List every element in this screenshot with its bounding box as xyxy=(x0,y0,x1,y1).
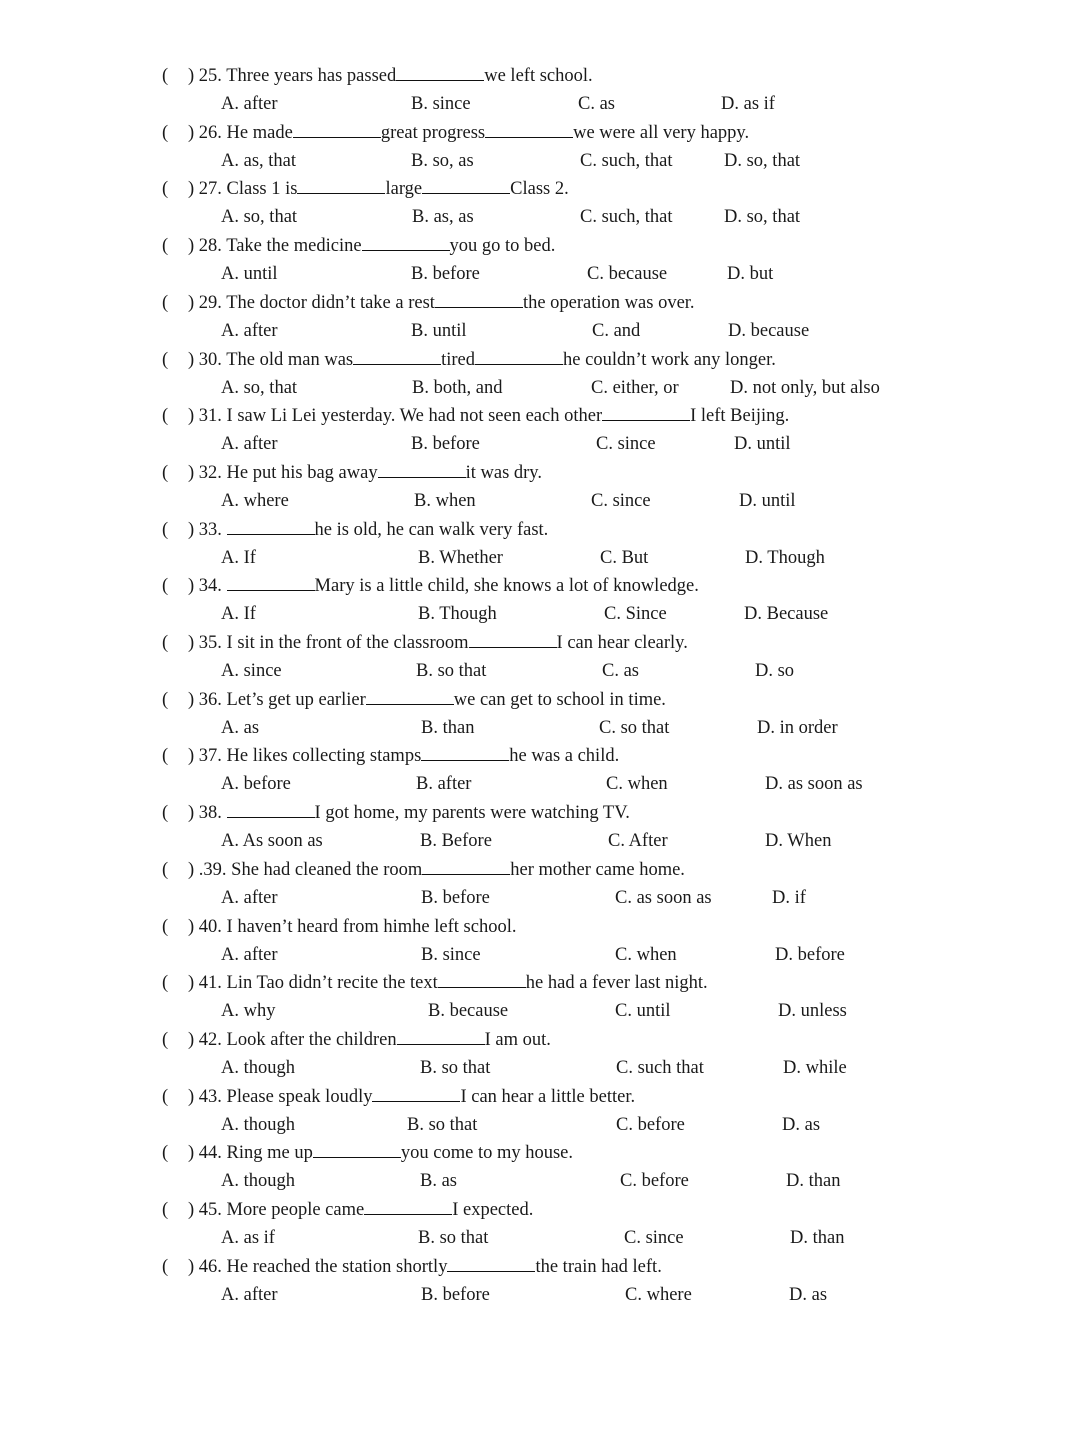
option-d: D. because xyxy=(728,320,810,341)
question-44 xyxy=(0,1139,1080,1196)
question-number: ) 45. xyxy=(188,1200,227,1220)
question-stem xyxy=(162,1083,635,1111)
question-text: we left school. xyxy=(484,66,593,86)
option-a: A. If xyxy=(221,547,256,568)
option-a: A. until xyxy=(221,264,278,285)
option-a: A. since xyxy=(221,661,282,681)
option-b: B. until xyxy=(411,320,467,341)
question-stem xyxy=(162,232,555,260)
question-text: I saw Li Lei yesterday. We had not seen each other xyxy=(226,406,603,427)
option-b: B. as, as xyxy=(412,207,474,228)
question-number: ) 38. xyxy=(188,803,227,824)
option-a: A. though xyxy=(221,1171,295,1192)
answer-blank[interactable] xyxy=(438,969,526,988)
answer-blank[interactable] xyxy=(364,1196,452,1215)
question-text: Ring me up xyxy=(226,1143,313,1164)
question-number: ) 42. xyxy=(188,1029,227,1050)
question-text: Take the medicine xyxy=(226,236,362,257)
option-a: A. As soon as xyxy=(221,831,323,852)
option-a: A. so, that xyxy=(221,377,298,398)
answer-blank[interactable] xyxy=(422,175,510,194)
answer-paren-open[interactable]: ( xyxy=(162,122,169,143)
question-number: ) 28. xyxy=(188,236,227,257)
question-number: ) 25. xyxy=(188,66,227,86)
question-text: The old man was xyxy=(226,349,354,370)
question-text: He put his bag away xyxy=(226,462,378,483)
option-a: A. after xyxy=(221,944,278,965)
option-c: C. either, or xyxy=(591,377,679,398)
answer-blank[interactable] xyxy=(421,742,509,761)
option-b: B. since xyxy=(411,94,471,114)
question-text: He made xyxy=(226,122,293,143)
question-text: he couldn’t work any longer. xyxy=(563,349,776,370)
question-text: Please speak loudly xyxy=(226,1086,373,1107)
option-d: D. than xyxy=(786,1171,841,1192)
question-text: More people came xyxy=(226,1200,365,1220)
question-text: tired xyxy=(441,349,476,370)
question-text: he left school. xyxy=(412,916,517,937)
question-stem xyxy=(162,913,516,941)
question-text: you go to bed. xyxy=(449,236,556,257)
option-c: C. such, that xyxy=(580,207,673,228)
option-c: C. such, that xyxy=(580,150,673,171)
question-text: great progress xyxy=(380,122,486,143)
question-38 xyxy=(0,799,1080,856)
answer-blank[interactable] xyxy=(378,459,466,478)
option-d: D. before xyxy=(775,944,845,965)
option-d: D. until xyxy=(739,490,796,511)
option-b: B. so that xyxy=(418,1228,489,1248)
answer-paren-open[interactable]: ( xyxy=(162,916,169,937)
question-text: large xyxy=(385,179,423,200)
answer-paren-open[interactable]: ( xyxy=(162,519,169,540)
option-c: C. But xyxy=(600,547,649,568)
option-d: D. so xyxy=(755,661,795,681)
question-stem xyxy=(162,742,619,770)
option-c: C. such that xyxy=(616,1057,704,1078)
answer-blank[interactable] xyxy=(475,346,563,365)
option-c: C. since xyxy=(596,434,656,455)
option-b: B. so that xyxy=(416,661,487,681)
option-a: A. after xyxy=(221,94,278,114)
question-stem xyxy=(162,1139,573,1167)
answer-blank[interactable] xyxy=(366,686,454,705)
option-d: D. as if xyxy=(721,94,775,114)
question-stem xyxy=(162,346,776,374)
option-c: C. until xyxy=(615,1001,671,1022)
answer-paren-open[interactable]: ( xyxy=(162,803,169,824)
answer-blank[interactable] xyxy=(396,62,484,81)
answer-blank[interactable] xyxy=(435,289,523,308)
question-text: it was dry. xyxy=(465,462,542,483)
option-d: D. When xyxy=(765,831,832,852)
question-stem xyxy=(162,516,548,544)
question-stem xyxy=(162,119,749,147)
option-d: D. so, that xyxy=(724,207,801,228)
answer-paren-open[interactable]: ( xyxy=(162,349,169,370)
answer-paren-open[interactable]: ( xyxy=(162,179,169,200)
option-d: D. as soon as xyxy=(765,774,863,795)
option-b: B. before xyxy=(421,1284,490,1305)
option-b: B. than xyxy=(421,717,475,738)
option-d: D. if xyxy=(772,887,806,908)
question-number: ) 33. xyxy=(188,519,227,540)
option-d: D. as xyxy=(789,1284,828,1305)
answer-blank[interactable] xyxy=(313,1139,401,1158)
answer-blank[interactable] xyxy=(293,119,381,138)
option-b: B. both, and xyxy=(412,377,503,398)
question-number: ) 31. xyxy=(188,406,227,427)
question-number: ) 32. xyxy=(188,462,227,483)
answer-blank[interactable] xyxy=(447,1253,535,1272)
answer-paren-open[interactable]: ( xyxy=(162,66,169,86)
option-c: C. as xyxy=(602,661,639,681)
question-text: I got home, my parents were watching TV. xyxy=(314,803,630,824)
answer-paren-open[interactable]: ( xyxy=(162,576,169,597)
option-a: A. If xyxy=(221,604,256,625)
option-a: A. as if xyxy=(221,1228,275,1248)
question-text: Let’s get up earlier xyxy=(226,689,366,710)
question-text: Lin Tao didn’t recite the text xyxy=(226,973,438,994)
answer-blank[interactable] xyxy=(372,1083,460,1102)
option-a: A. though xyxy=(221,1114,295,1135)
question-text: Class 1 is xyxy=(226,179,298,200)
question-number: ) 44. xyxy=(188,1143,227,1164)
question-number: ) 41. xyxy=(188,973,227,994)
option-a: A. after xyxy=(221,320,278,341)
option-c: C. since xyxy=(624,1228,684,1248)
answer-paren-open[interactable]: ( xyxy=(162,462,169,483)
question-31 xyxy=(0,402,1080,459)
answer-blank[interactable] xyxy=(227,516,315,535)
option-b: B. as xyxy=(420,1171,457,1192)
option-d: D. until xyxy=(734,434,791,455)
answer-paren-open[interactable]: ( xyxy=(162,973,169,994)
question-text: The doctor didn’t take a rest xyxy=(226,292,435,313)
question-text: Three years has passed xyxy=(226,66,397,86)
option-a: A. though xyxy=(221,1057,295,1078)
question-stem xyxy=(162,62,593,90)
question-text: He reached the station shortly xyxy=(226,1256,448,1277)
option-d: D. unless xyxy=(778,1001,847,1022)
answer-blank[interactable] xyxy=(485,119,573,138)
option-c: C. before xyxy=(616,1114,685,1135)
question-42 xyxy=(0,1026,1080,1083)
answer-blank[interactable] xyxy=(362,232,450,251)
answer-blank[interactable] xyxy=(469,629,557,648)
question-text: I left Beijing. xyxy=(690,406,790,427)
question-stem xyxy=(162,856,685,884)
question-text: I can hear a little better. xyxy=(460,1086,636,1107)
question-43 xyxy=(0,1083,1080,1140)
question-text: Mary is a little child, she knows a lot of knowledge. xyxy=(314,576,699,597)
option-c: C. After xyxy=(608,831,668,852)
question-41 xyxy=(0,969,1080,1026)
option-a: A. after xyxy=(221,1284,278,1305)
option-b: B. Whether xyxy=(418,547,503,568)
option-a: A. so, that xyxy=(221,207,298,228)
option-b: B. so, as xyxy=(411,150,474,171)
question-number: ) 37. xyxy=(188,746,227,767)
question-number: ) 40. xyxy=(188,916,227,937)
question-45 xyxy=(0,1196,1080,1253)
option-c: C. so that xyxy=(599,717,670,738)
answer-blank[interactable] xyxy=(422,856,510,875)
question-28 xyxy=(0,232,1080,289)
question-29 xyxy=(0,289,1080,346)
answer-paren-open[interactable]: ( xyxy=(162,689,169,710)
question-stem xyxy=(162,629,688,657)
question-30 xyxy=(0,346,1080,403)
question-36 xyxy=(0,686,1080,743)
question-text: I am out. xyxy=(484,1029,551,1050)
option-c: C. as xyxy=(578,94,615,114)
option-d: D. in order xyxy=(757,717,838,738)
question-text: I sit in the front of the classroom xyxy=(226,633,469,653)
question-stem xyxy=(162,1253,662,1281)
answer-paren-open[interactable]: ( xyxy=(162,746,169,767)
question-text: I haven’t heard from him xyxy=(226,916,413,937)
question-stem xyxy=(162,175,569,203)
question-37 xyxy=(0,742,1080,799)
option-a: A. after xyxy=(221,434,278,455)
question-number: ) .39. xyxy=(188,859,232,880)
option-b: B. before xyxy=(411,264,480,285)
question-39 xyxy=(0,856,1080,913)
option-d: D. but xyxy=(727,264,774,285)
answer-blank[interactable] xyxy=(227,799,315,818)
option-d: D. Though xyxy=(745,547,825,568)
question-number: ) 46. xyxy=(188,1256,227,1277)
answer-paren-open[interactable]: ( xyxy=(162,1029,169,1050)
option-c: C. when xyxy=(606,774,668,795)
option-b: B. before xyxy=(421,887,490,908)
option-b: B. Before xyxy=(420,831,492,852)
question-text: the train had left. xyxy=(535,1256,662,1277)
question-stem xyxy=(162,969,708,997)
question-text: he is old, he can walk very fast. xyxy=(314,519,549,540)
option-b: B. when xyxy=(414,490,476,511)
option-c: C. as soon as xyxy=(615,887,712,908)
option-c: C. and xyxy=(592,320,641,341)
option-a: A. as, that xyxy=(221,150,297,171)
option-b: B. so that xyxy=(407,1114,478,1135)
option-a: A. where xyxy=(221,490,289,511)
question-stem xyxy=(162,402,789,430)
question-text: her mother came home. xyxy=(510,859,685,880)
answer-paren-open[interactable]: ( xyxy=(162,1200,169,1220)
question-35 xyxy=(0,629,1080,686)
answer-blank[interactable] xyxy=(353,346,441,365)
option-b: B. so that xyxy=(420,1057,491,1078)
question-text: he was a child. xyxy=(509,746,620,767)
question-stem xyxy=(162,1026,551,1054)
question-number: ) 34. xyxy=(188,576,227,597)
option-d: D. than xyxy=(790,1228,845,1248)
answer-paren-open[interactable]: ( xyxy=(162,292,169,313)
question-number: ) 30. xyxy=(188,349,227,370)
option-c: C. before xyxy=(620,1171,689,1192)
option-a: A. before xyxy=(221,774,291,795)
question-text: Class 2. xyxy=(510,179,569,200)
question-text: I can hear clearly. xyxy=(556,633,688,653)
option-a: A. why xyxy=(221,1001,276,1022)
question-number: ) 26. xyxy=(188,122,227,143)
answer-paren-open[interactable]: ( xyxy=(162,1086,169,1107)
option-b: B. after xyxy=(416,774,472,795)
option-a: A. as xyxy=(221,717,260,738)
option-a: A. after xyxy=(221,887,278,908)
question-stem xyxy=(162,686,666,714)
option-b: B. since xyxy=(421,944,481,965)
question-text: the operation was over. xyxy=(522,292,695,313)
option-c: C. Since xyxy=(604,604,667,625)
answer-blank[interactable] xyxy=(227,572,315,591)
question-number: ) 36. xyxy=(188,689,227,710)
question-number: ) 43. xyxy=(188,1086,227,1107)
answer-paren-open[interactable]: ( xyxy=(162,406,169,427)
option-d: D. not only, but also xyxy=(730,377,880,398)
answer-blank[interactable] xyxy=(397,1026,485,1045)
question-text: I expected. xyxy=(452,1200,534,1220)
option-d: D. as xyxy=(782,1114,821,1135)
option-c: C. when xyxy=(615,944,677,965)
question-text: She had cleaned the room xyxy=(231,859,423,880)
option-c: C. because xyxy=(587,264,668,285)
question-number: ) 27. xyxy=(188,179,227,200)
question-stem xyxy=(162,799,630,827)
question-34 xyxy=(0,572,1080,629)
answer-paren-open[interactable]: ( xyxy=(162,859,169,880)
option-c: C. where xyxy=(625,1284,692,1305)
question-46 xyxy=(0,1253,1080,1310)
question-text: we were all very happy. xyxy=(573,122,750,143)
question-stem xyxy=(162,289,695,317)
question-text: He likes collecting stamps xyxy=(226,746,422,767)
question-text: we can get to school in time. xyxy=(453,689,666,710)
option-b: B. before xyxy=(411,434,480,455)
option-d: D. Because xyxy=(744,604,829,625)
question-text: Look after the children xyxy=(226,1029,397,1050)
answer-blank[interactable] xyxy=(602,402,690,421)
question-number: ) 29. xyxy=(188,292,227,313)
question-text: he had a fever last night. xyxy=(525,973,708,994)
question-40 xyxy=(0,913,1080,970)
question-25 xyxy=(0,62,1080,119)
question-stem xyxy=(162,1196,533,1224)
question-stem xyxy=(162,459,542,487)
question-text: you come to my house. xyxy=(400,1143,574,1164)
answer-paren-open[interactable]: ( xyxy=(162,1256,169,1277)
answer-paren-open[interactable]: ( xyxy=(162,633,169,653)
question-number: ) 35. xyxy=(188,633,227,653)
option-b: B. because xyxy=(428,1001,509,1022)
option-d: D. so, that xyxy=(724,150,801,171)
option-d: D. while xyxy=(783,1057,847,1078)
question-32 xyxy=(0,459,1080,516)
answer-paren-open[interactable]: ( xyxy=(162,236,169,257)
question-26 xyxy=(0,119,1080,176)
question-33 xyxy=(0,516,1080,573)
question-27 xyxy=(0,175,1080,232)
answer-paren-open[interactable]: ( xyxy=(162,1143,169,1164)
question-stem xyxy=(162,572,699,600)
answer-blank[interactable] xyxy=(297,175,385,194)
option-c: C. since xyxy=(591,490,651,511)
option-b: B. Though xyxy=(418,604,497,625)
